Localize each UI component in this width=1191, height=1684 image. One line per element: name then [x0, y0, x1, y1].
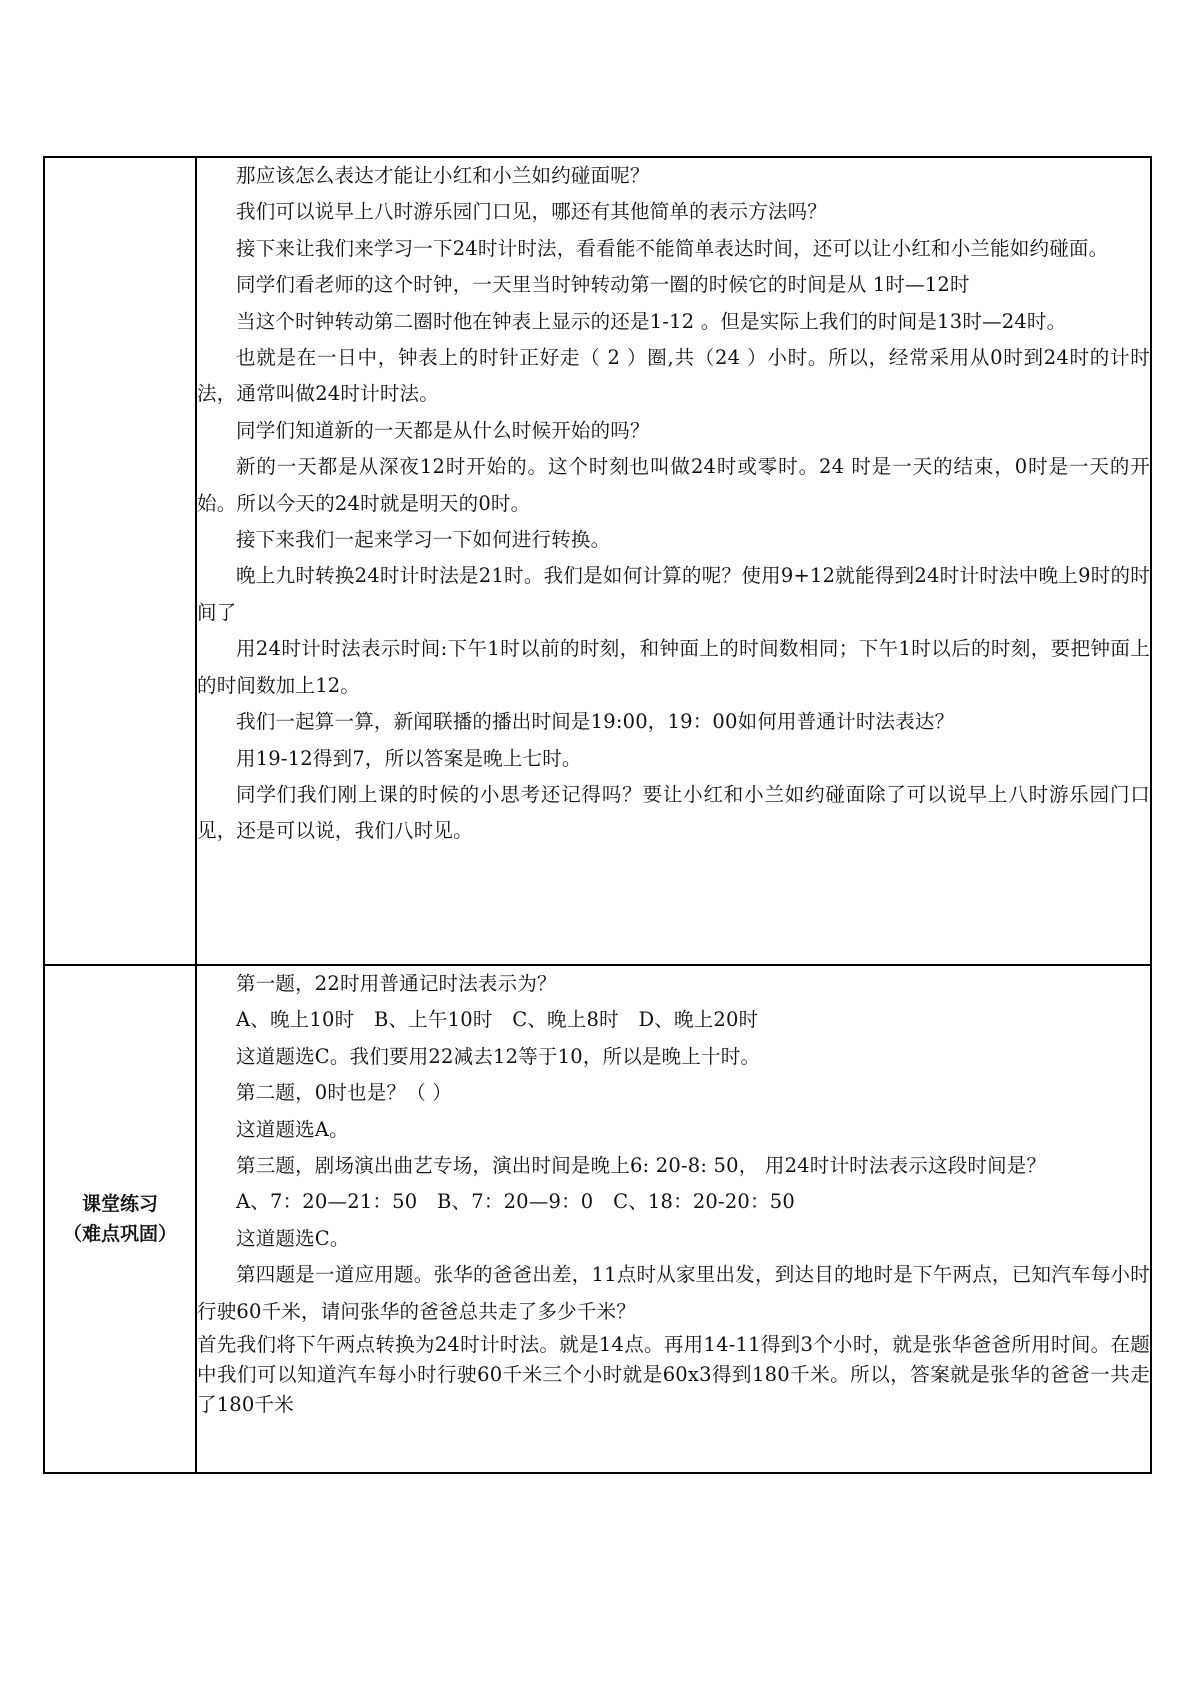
paragraph: 接下来让我们来学习一下24时计时法，看看能不能简单表达时间，还可以让小红和小兰能如约碰面。 [236, 236, 1109, 260]
paragraph: 这道题选C。 [236, 1226, 350, 1250]
paragraph: 同学们知道新的一天都是从什么时候开始的吗？ [236, 418, 650, 442]
paragraph: A、7：20—21：50 B、7：20—9：0 C、18：20-20：50 [236, 1190, 795, 1214]
answer-paragraph: 首先我们将下午两点转换为24时计时法。就是14点。再用14-11得到3个小时，就是张华爸爸所用时间。在题中我们可以知道汽车每小时行驶60千米三个小时就是60x3得到180千米。所以，答案就是张华的爸爸一共走了180千米 [197, 1333, 1150, 1417]
paragraph: 第二题，0时也是？（ ） [236, 1081, 453, 1105]
lesson-plan-table [43, 156, 1152, 1474]
paragraph: 同学们看老师的这个时钟，一天里当时钟转动第一圈的时候它的时间是从 1时—12时 [236, 273, 970, 297]
paragraph: 第四题是一道应用题。张华的爸爸出差，11点时从家里出发，到达目的地时是下午两点，已知汽车每小时行驶60千米，请问张华的爸爸总共走了多少千米？ [197, 1263, 1150, 1323]
paragraph: 接下来我们一起来学习一下如何进行转换。 [236, 528, 611, 552]
section-label-cell [44, 157, 196, 965]
paragraph: 用19-12得到7，所以答案是晚上七时。 [236, 746, 582, 770]
paragraph: 第一题，22时用普通记时法表示为？ [236, 972, 557, 995]
paragraph: 我们一起算一算，新闻联播的播出时间是19:00，19：00如何用普通计时法表达？ [236, 710, 955, 734]
paragraph: 第三题，剧场演出曲艺专场，演出时间是晚上6: 20-8: 50， 用24时计时法表示这段时间是？ [236, 1154, 1047, 1178]
paragraph: 我们可以说早上八时游乐园门口见，哪还有其他简单的表示方法吗？ [236, 200, 828, 224]
paragraph: A、晚上10时 B、上午10时 C、晚上8时 D、晚上20时 [236, 1008, 759, 1032]
paragraph: 新的一天都是从深夜12时开始的。这个时刻也叫做24时或零时。24 时是一天的结束，0时是一天的开始。所以今天的24时就是明天的0时。 [197, 455, 1150, 515]
table-row [44, 965, 1151, 1473]
paragraph: 那应该怎么表达才能让小红和小兰如约碰面呢？ [236, 164, 650, 187]
paragraph: 同学们我们刚上课的时候的小思考还记得吗？要让小红和小兰如约碰面除了可以说早上八时游乐园门口见，还是可以说，我们八时见。 [197, 782, 1150, 843]
section-label-cell [44, 965, 196, 1473]
paragraph: 当这个时钟转动第二圈时他在钟表上显示的还是1-12 。但是实际上我们的时间是13时—24时。 [236, 309, 1067, 333]
paragraph: 这道题选A。 [236, 1117, 349, 1141]
table-row [44, 157, 1151, 965]
paragraph: 用24时计时法表示时间:下午1时以前的时刻，和钟面上的时间数相同；下午1时以后的时刻，要把钟面上的时间数加上12。 [197, 637, 1150, 697]
section-content-cell [196, 965, 1151, 1473]
paragraph: 这道题选C。我们要用22减去12等于10，所以是晚上十时。 [236, 1044, 761, 1068]
section-content-cell [196, 157, 1151, 965]
paragraph: 晚上九时转换24时计时法是21时。我们是如何计算的呢？使用9+12就能得到24时计时法中晚上9时的时间了 [197, 564, 1150, 624]
section-label-subtitle: （难点巩固） [62, 1223, 177, 1245]
section-label-title: 课堂练习 [81, 1193, 158, 1215]
paragraph: 也就是在一日中，钟表上的时针正好走（ 2 ）圈,共（24 ）小时。所以，经常采用从0时到24时的计时法，通常叫做24时计时法。 [197, 346, 1150, 406]
